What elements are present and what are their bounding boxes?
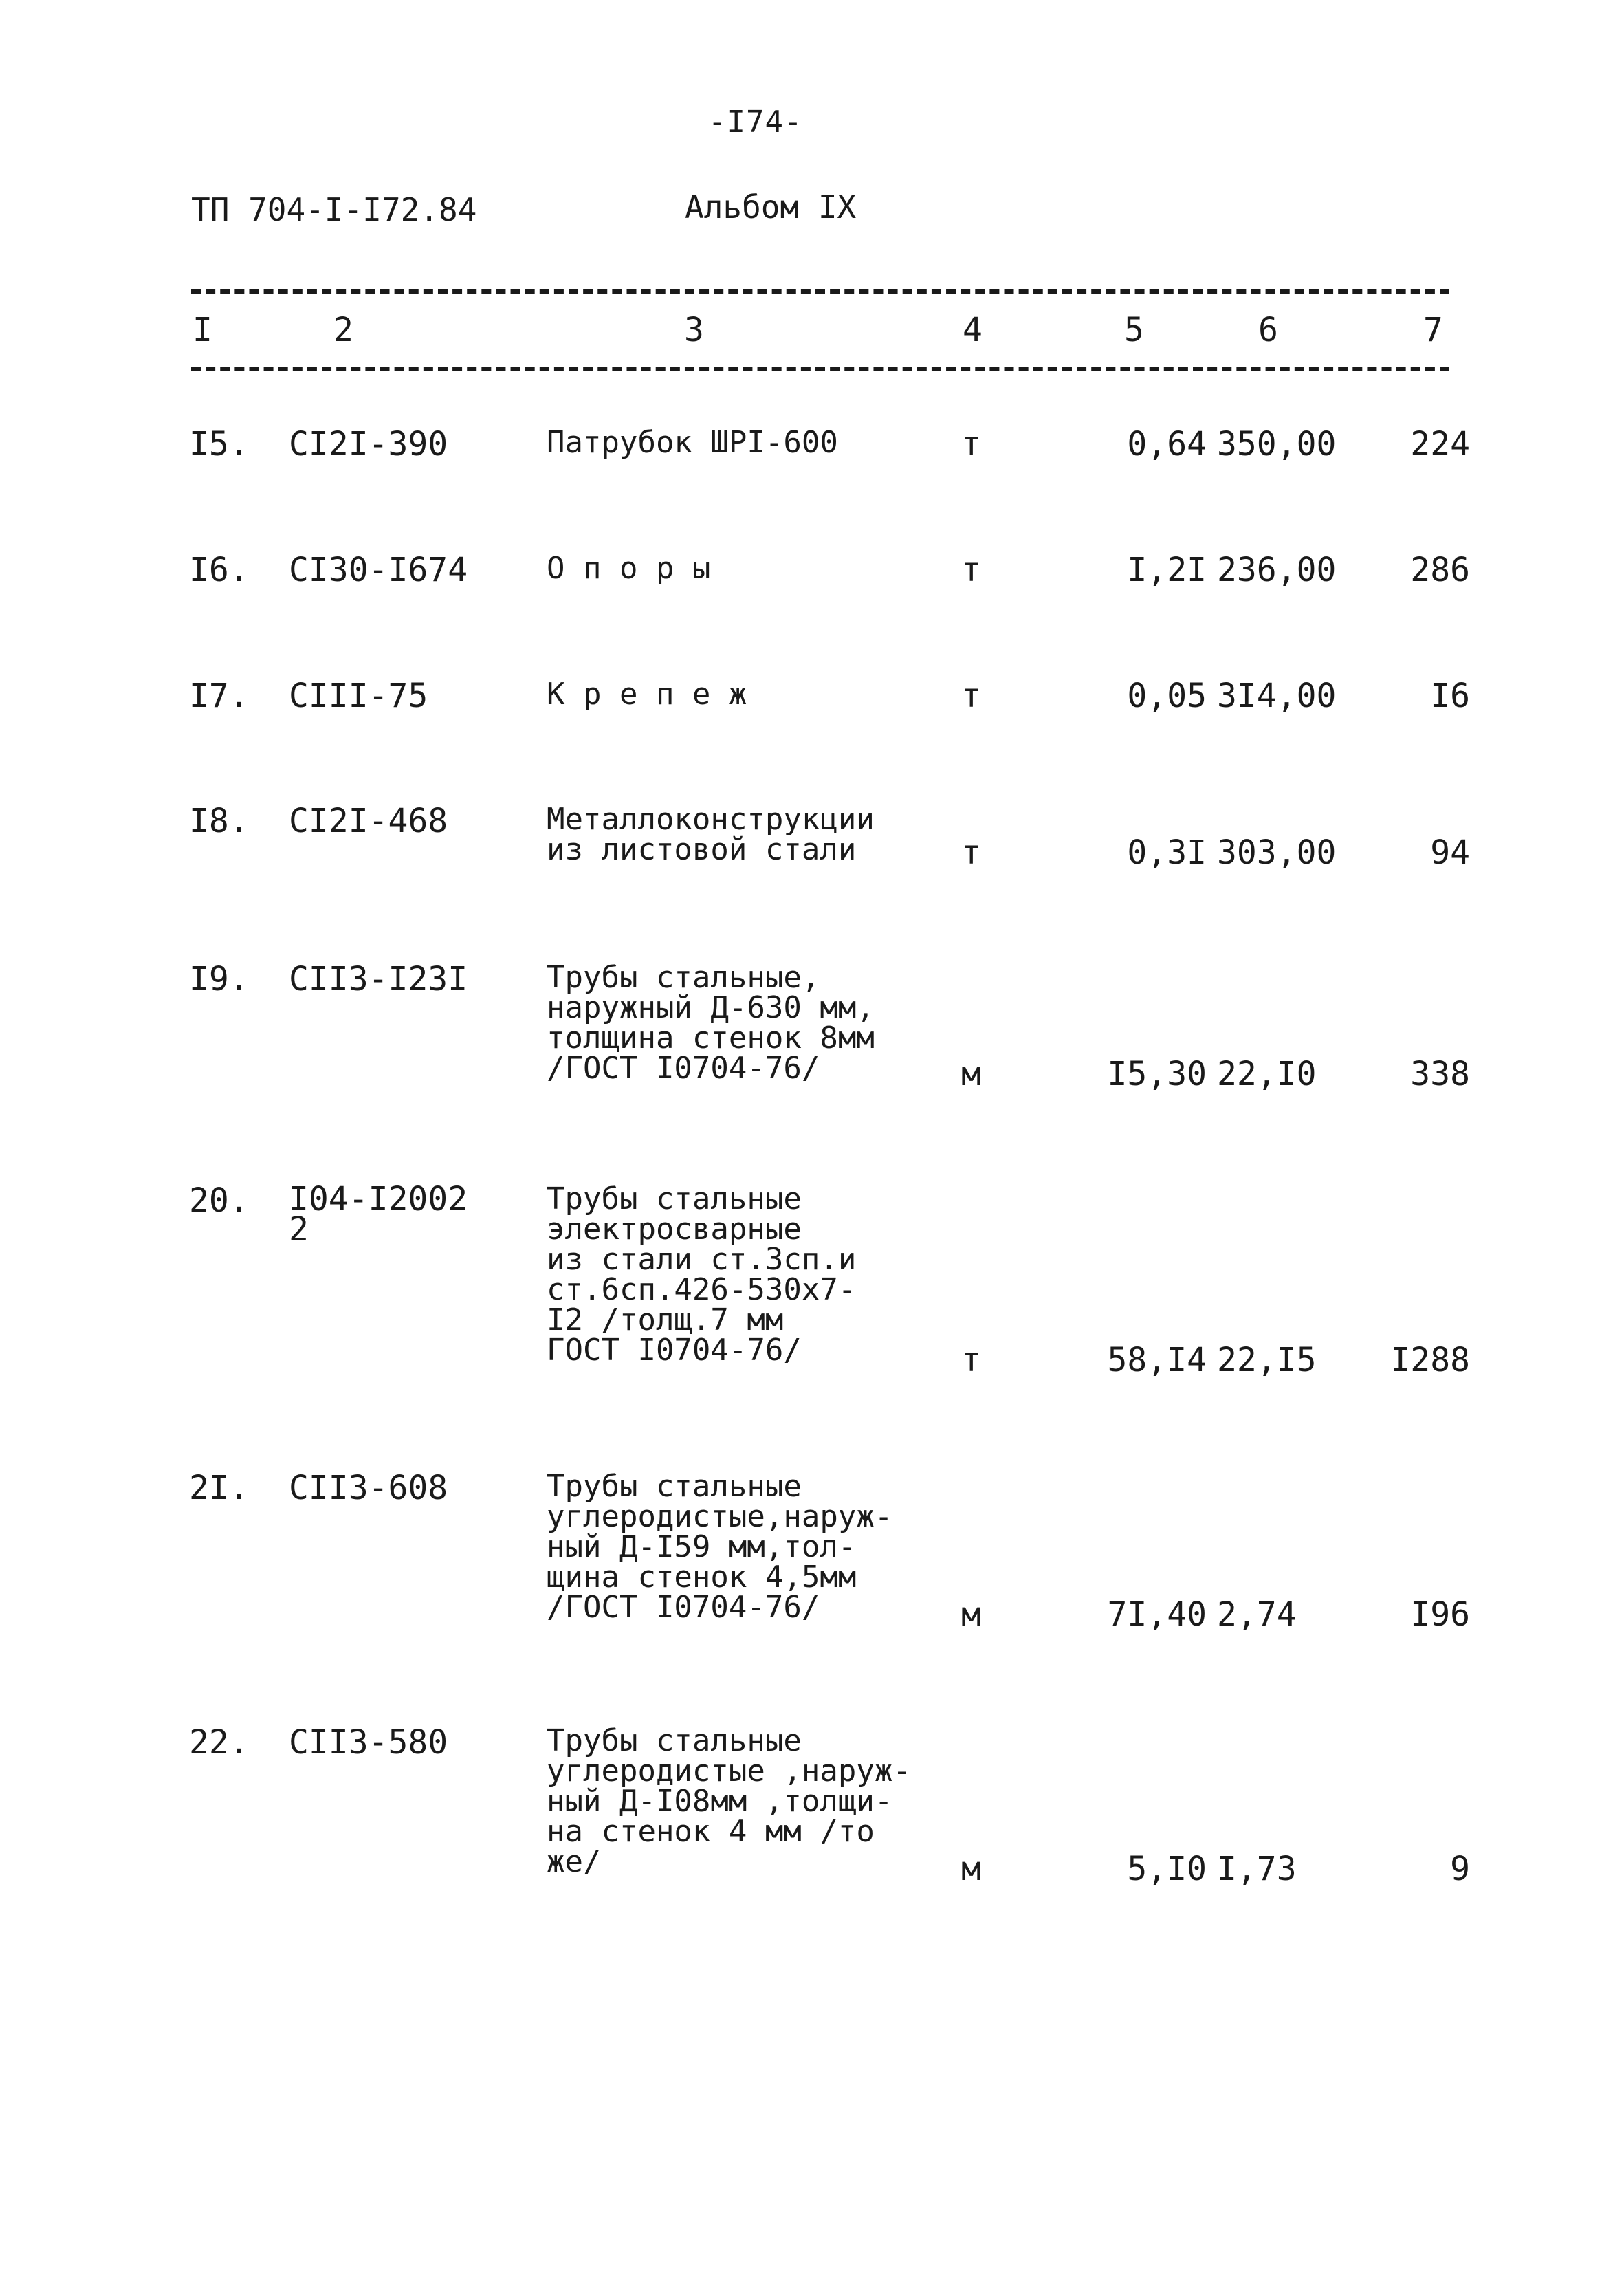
row-number: I8. xyxy=(189,802,249,840)
row-code: CII3-I23I xyxy=(289,960,468,998)
row-number: 22. xyxy=(189,1723,249,1762)
row-description: Трубы стальные углеродистые ,наруж- ный Д-I08мм ,толщи- на стенок 4 мм /то же/ xyxy=(547,1723,911,1879)
row-quantity: 7I,40 xyxy=(1107,1595,1207,1634)
row-unit: т xyxy=(961,425,981,463)
row-unit: м xyxy=(961,1055,981,1093)
row-quantity: 58,I4 xyxy=(1107,1341,1207,1379)
row-number: I5. xyxy=(189,425,249,463)
row-description: Трубы стальные электросварные из стали ст.3сп.и ст.6сп.426-530х7- I2 /толщ.7 мм ГОСТ I0704-76/ xyxy=(547,1181,857,1368)
row-number: 2I. xyxy=(189,1469,249,1507)
row-total: 224 xyxy=(1410,425,1470,463)
row-price: 236,00 xyxy=(1217,551,1337,589)
row-total: I6 xyxy=(1430,677,1470,715)
row-code: CI2I-468 xyxy=(289,802,448,840)
column-header-3: 3 xyxy=(684,311,704,349)
page-number: -I74- xyxy=(708,105,803,140)
row-description: Патрубок ШРI-600 xyxy=(547,425,838,460)
row-price: 3I4,00 xyxy=(1217,677,1337,715)
row-price: 350,00 xyxy=(1217,425,1337,463)
row-number: I6. xyxy=(189,551,249,589)
row-total: 94 xyxy=(1430,833,1470,872)
row-quantity: 5,I0 xyxy=(1127,1850,1207,1888)
row-unit: т xyxy=(961,551,981,589)
row-description: О п о р ы xyxy=(547,551,711,586)
row-quantity: I5,30 xyxy=(1107,1055,1207,1093)
row-unit: т xyxy=(961,677,981,715)
album-label: Альбом IX xyxy=(685,188,857,226)
row-total: 286 xyxy=(1410,551,1470,589)
row-total: I288 xyxy=(1390,1341,1470,1379)
column-header-1: I xyxy=(193,311,212,349)
row-total: 338 xyxy=(1410,1055,1470,1093)
row-code: CI30-I674 xyxy=(289,551,468,589)
row-price: I,73 xyxy=(1217,1850,1297,1888)
header-bottom-rule xyxy=(191,367,1449,371)
row-price: 2,74 xyxy=(1217,1595,1297,1634)
row-code: CIII-75 xyxy=(289,677,428,715)
row-number: I9. xyxy=(189,960,249,998)
row-unit: м xyxy=(961,1595,981,1634)
row-quantity: I,2I xyxy=(1127,551,1207,589)
row-total: 9 xyxy=(1450,1850,1470,1888)
row-description: Трубы стальные, наружный Д-630 мм, толщина стенок 8мм /ГОСТ I0704-76/ xyxy=(547,960,875,1086)
row-code: CII3-580 xyxy=(289,1723,448,1762)
column-header-2: 2 xyxy=(333,311,353,349)
row-code: CII3-608 xyxy=(289,1469,448,1507)
row-price: 303,00 xyxy=(1217,833,1337,872)
row-quantity: 0,64 xyxy=(1127,425,1207,463)
column-header-4: 4 xyxy=(963,311,983,349)
row-total: I96 xyxy=(1410,1595,1470,1634)
row-description: Металлоконструкции из листовой стали xyxy=(547,802,875,867)
row-quantity: 0,3I xyxy=(1127,833,1207,872)
row-number: 20. xyxy=(189,1181,249,1220)
row-unit: т xyxy=(961,1341,981,1379)
row-unit: м xyxy=(961,1850,981,1888)
row-price: 22,I5 xyxy=(1217,1341,1317,1379)
row-quantity: 0,05 xyxy=(1127,677,1207,715)
column-header-7: 7 xyxy=(1423,311,1443,349)
column-header-5: 5 xyxy=(1124,311,1144,349)
row-number: I7. xyxy=(189,677,249,715)
header-top-rule xyxy=(191,289,1449,294)
row-unit: т xyxy=(961,833,981,872)
column-header-6: 6 xyxy=(1258,311,1278,349)
row-code: I04-I2002 2 xyxy=(289,1180,468,1249)
row-description: К р е п е ж xyxy=(547,677,747,712)
row-price: 22,I0 xyxy=(1217,1055,1317,1093)
row-code: CI2I-390 xyxy=(289,425,448,463)
document-code: ТП 704-I-I72.84 xyxy=(191,191,477,228)
row-description: Трубы стальные углеродистые,наруж- ный Д-I59 мм,тол- щина стенок 4,5мм /ГОСТ I0704-76/ xyxy=(547,1469,893,1625)
